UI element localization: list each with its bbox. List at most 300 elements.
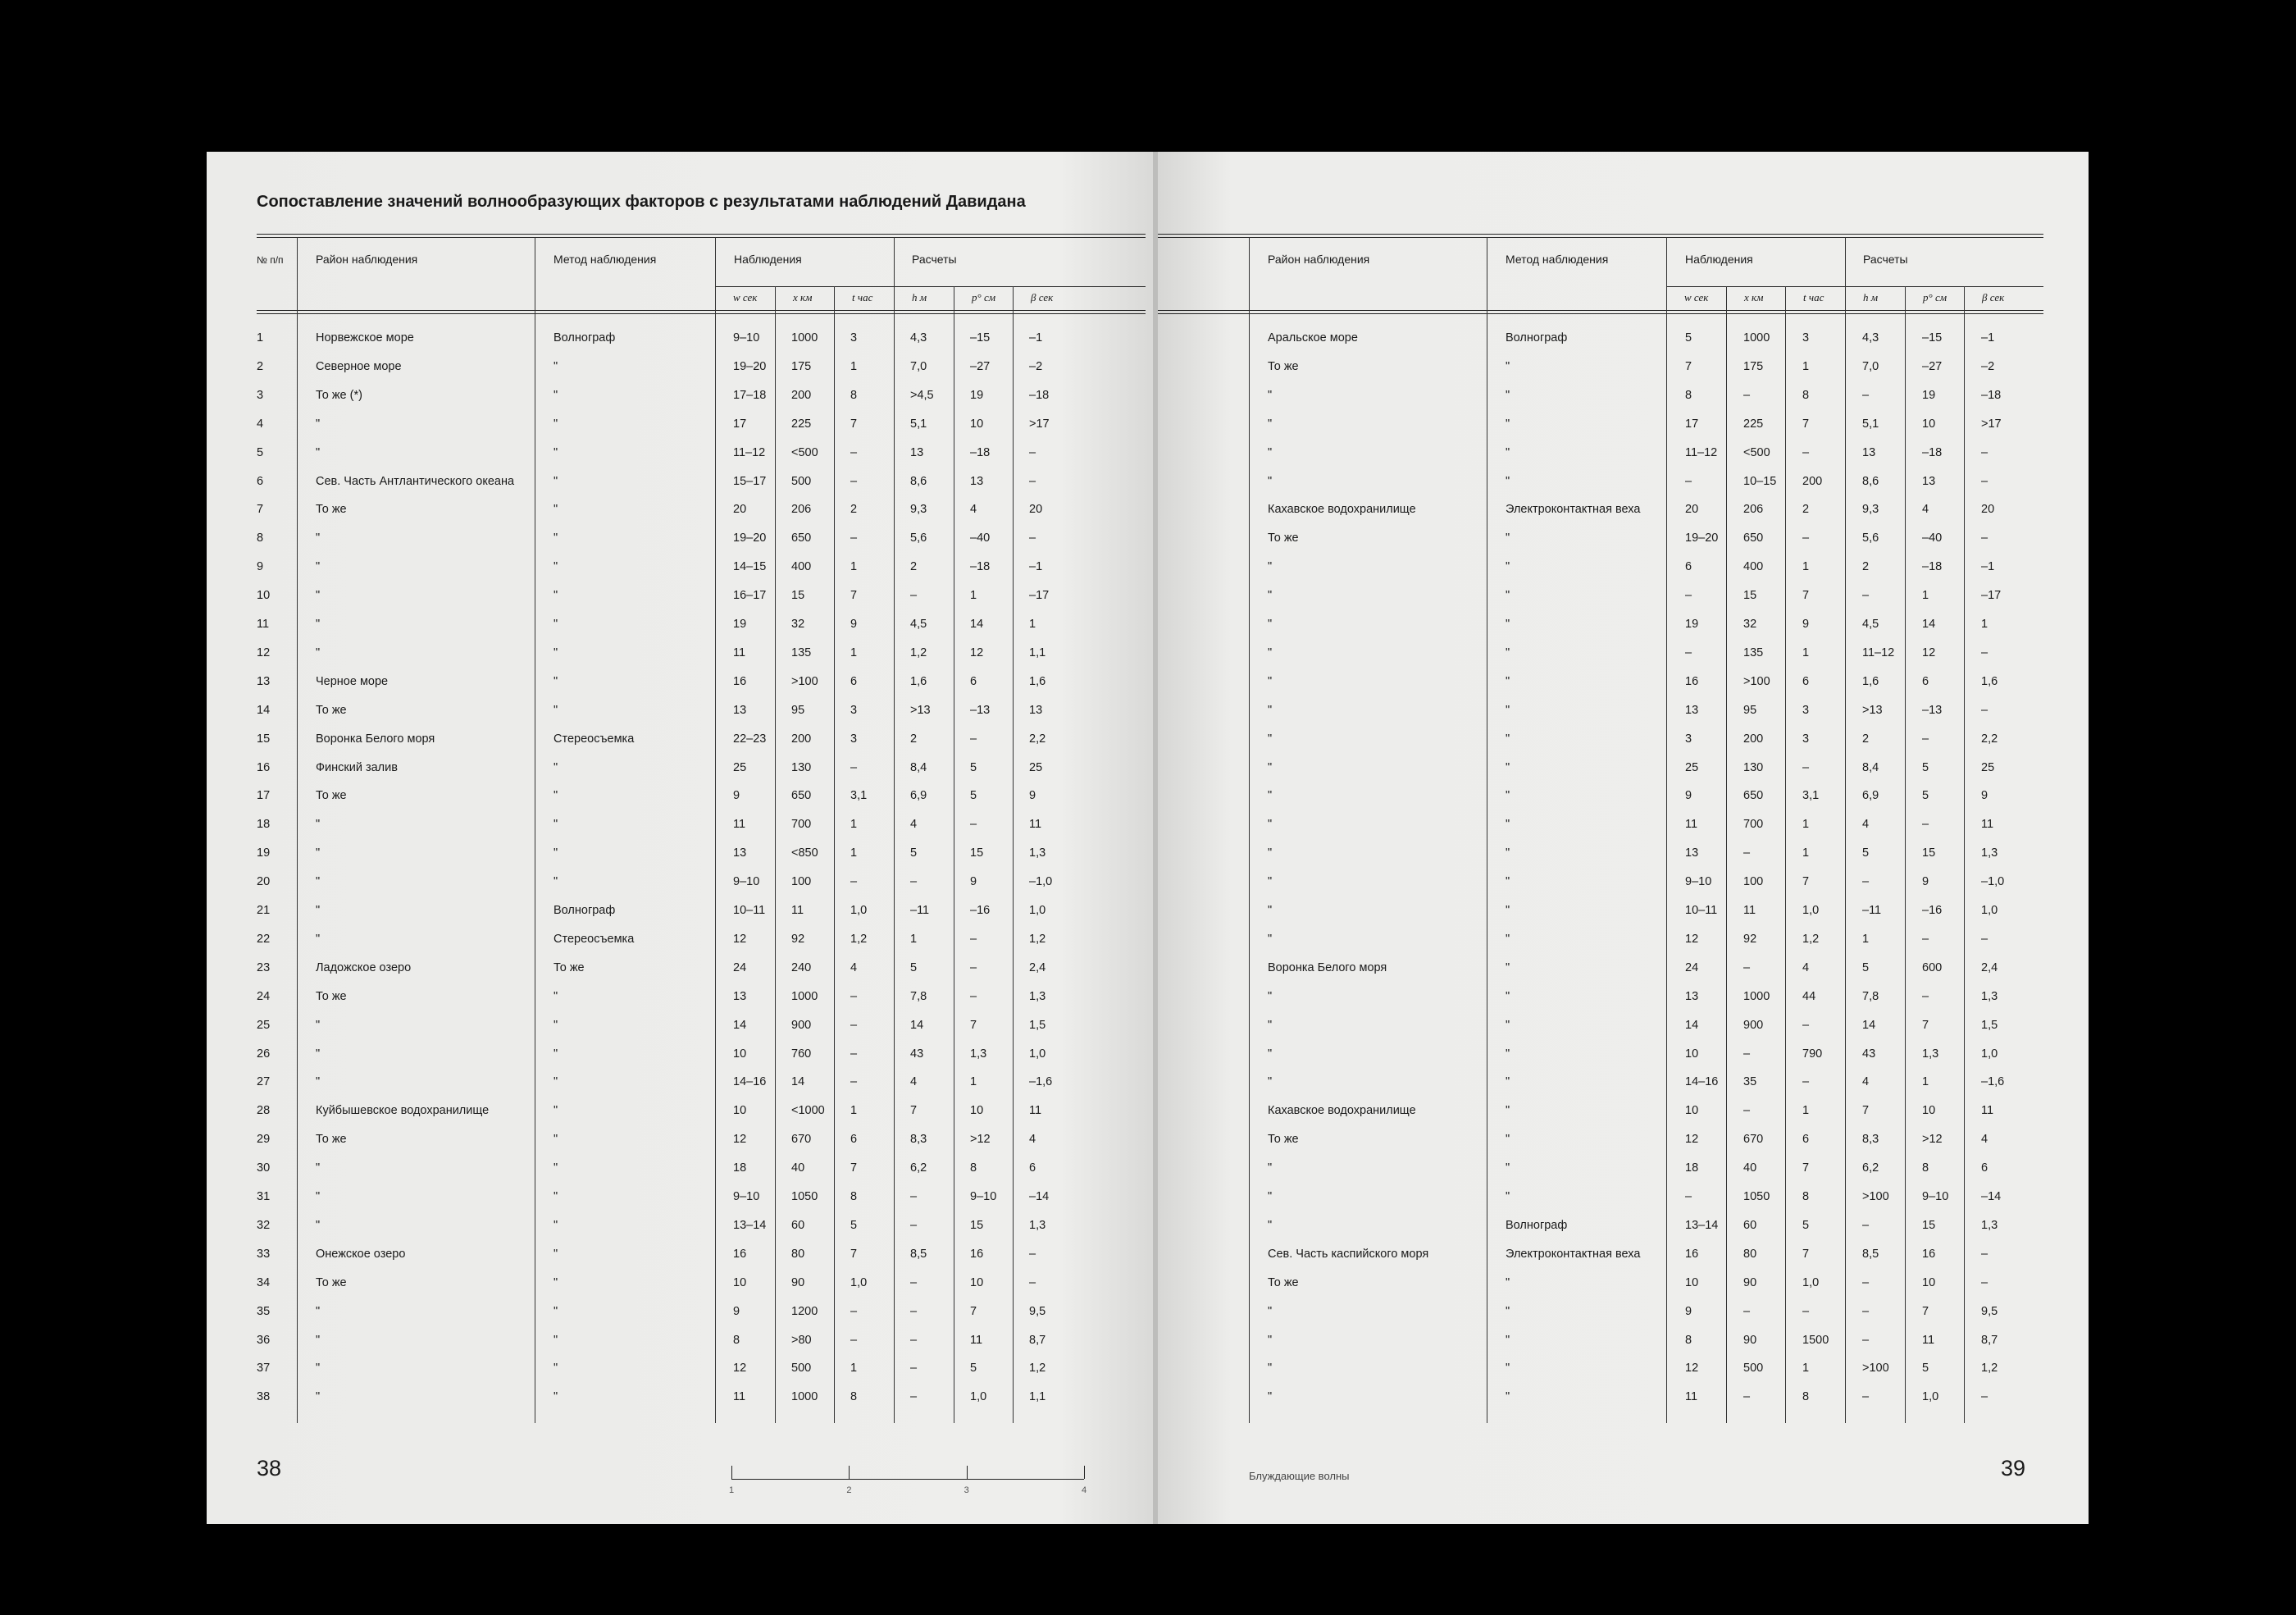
table-cell: 4 xyxy=(1029,1133,1036,1147)
table-cell: 6 xyxy=(1029,1161,1036,1175)
table-cell: 900 xyxy=(1743,1018,1764,1032)
table-cell: Северное море xyxy=(316,359,402,373)
table-cell: –16 xyxy=(970,904,991,917)
table-cell: " xyxy=(1268,1161,1273,1175)
table-cell: Сев. Часть Антлантического океана xyxy=(316,474,515,488)
table-cell: 11 xyxy=(1029,818,1042,832)
table-cell: 7,8 xyxy=(910,989,927,1003)
table-cell: " xyxy=(554,1304,558,1318)
table-cell: " xyxy=(1268,818,1273,832)
table-cell: 12 xyxy=(1685,1362,1699,1375)
table-cell: – xyxy=(970,818,977,832)
table-cell: " xyxy=(1506,445,1510,459)
table-cell: " xyxy=(1506,1275,1510,1289)
table-cell: 1 xyxy=(850,646,858,659)
row-number: 15 xyxy=(257,732,271,746)
table-cell: " xyxy=(1268,904,1273,917)
table-cell: " xyxy=(1506,1075,1510,1089)
table-cell: 1,2 xyxy=(1981,1362,1998,1375)
table-cell: –13 xyxy=(970,703,991,717)
scale-label: 2 xyxy=(846,1485,852,1495)
table-cell: " xyxy=(1506,875,1510,889)
table-cell: " xyxy=(316,646,321,659)
table-cell: 1000 xyxy=(791,989,818,1003)
table-cell: 700 xyxy=(1743,818,1764,832)
table-cell: 8,6 xyxy=(910,474,927,488)
row-number: 19 xyxy=(257,846,271,860)
table-cell: 670 xyxy=(1743,1133,1764,1147)
subheader-5: β сек xyxy=(1982,291,2005,303)
table-cell: –14 xyxy=(1981,1190,2002,1203)
table-cell: " xyxy=(1268,674,1273,688)
table-cell: 1 xyxy=(1802,1362,1810,1375)
table-cell: 1,0 xyxy=(1922,1390,1939,1404)
table-cell: " xyxy=(1268,846,1273,860)
running-footer: Блуждающие волны xyxy=(1249,1470,1350,1482)
row-number: 32 xyxy=(257,1218,271,1232)
table-cell: 5 xyxy=(1922,1362,1929,1375)
table-cell: 14 xyxy=(1685,1018,1699,1032)
table-cell: 90 xyxy=(1743,1275,1757,1289)
subheader-4: p° см xyxy=(1923,291,1947,303)
row-number: 34 xyxy=(257,1275,271,1289)
table-cell: " xyxy=(1506,789,1510,803)
table-cell: 1 xyxy=(1802,359,1810,373)
table-cell: 1 xyxy=(1981,618,1988,631)
table-cell: <850 xyxy=(791,846,818,860)
table-cell: – xyxy=(1743,388,1751,402)
table-cell: " xyxy=(554,1218,558,1232)
table-cell: – xyxy=(1922,989,1929,1003)
table-cell: " xyxy=(554,674,558,688)
table-cell: 225 xyxy=(1743,417,1764,431)
table-cell: 19–20 xyxy=(733,531,767,545)
table-cell: 1,0 xyxy=(1981,904,1998,917)
row-number: 17 xyxy=(257,789,271,803)
table-cell: Волнограф xyxy=(554,331,616,344)
table-cell: 200 xyxy=(1743,732,1764,746)
table-cell: 9–10 xyxy=(1685,875,1712,889)
table-cell: 1000 xyxy=(1743,331,1770,344)
table-cell: 2 xyxy=(1802,503,1810,517)
table-cell: – xyxy=(1862,1304,1870,1318)
table-cell: 90 xyxy=(791,1275,805,1289)
table-cell: 1 xyxy=(1802,560,1810,574)
row-number: 3 xyxy=(257,388,264,402)
table-cell: 7 xyxy=(1802,589,1810,603)
table-cell: То же xyxy=(316,703,347,717)
table-cell: 4,3 xyxy=(910,331,927,344)
header-region: Район наблюдения xyxy=(316,253,418,266)
table-cell: 95 xyxy=(1743,703,1757,717)
table-cell: " xyxy=(554,1275,558,1289)
table-cell: " xyxy=(316,1018,321,1032)
table-cell: Черное море xyxy=(316,674,389,688)
left-page xyxy=(207,152,1155,1524)
table-cell: 6 xyxy=(1802,674,1810,688)
table-cell: 4 xyxy=(970,503,977,517)
table-cell: 12 xyxy=(1922,646,1936,659)
table-cell: 11 xyxy=(1981,1104,1994,1118)
header-method: Метод наблюдения xyxy=(554,253,657,266)
table-cell: 10 xyxy=(1922,1275,1936,1289)
table-cell: – xyxy=(1922,932,1929,946)
table-cell: " xyxy=(1506,1333,1510,1347)
table-cell: 19–20 xyxy=(1685,531,1719,545)
table-cell: " xyxy=(1506,904,1510,917)
table-cell: " xyxy=(554,388,558,402)
table-cell: 35 xyxy=(1743,1075,1757,1089)
header-sub-rule xyxy=(715,286,1146,287)
table-cell: 2 xyxy=(910,560,918,574)
table-cell: 9–10 xyxy=(970,1190,997,1203)
table-cell: 670 xyxy=(791,1133,812,1147)
table-cell: – xyxy=(850,445,858,459)
table-cell: 7,0 xyxy=(910,359,927,373)
table-cell: –1,0 xyxy=(1029,875,1053,889)
table-cell: " xyxy=(1268,1218,1273,1232)
table-cell: 1,0 xyxy=(850,904,868,917)
table-cell: 15–17 xyxy=(733,474,767,488)
table-cell: – xyxy=(910,1218,918,1232)
table-cell: 14 xyxy=(910,1018,924,1032)
table-cell: 8 xyxy=(733,1333,740,1347)
table-cell: 9 xyxy=(850,618,858,631)
table-cell: 17–18 xyxy=(733,388,767,402)
table-cell: 24 xyxy=(733,960,747,974)
table-cell: –1,6 xyxy=(1981,1075,2005,1089)
table-cell: –17 xyxy=(1981,589,2002,603)
table-cell: 4 xyxy=(1802,960,1810,974)
table-cell: " xyxy=(554,445,558,459)
table-cell: " xyxy=(1506,589,1510,603)
table-cell: 8 xyxy=(850,1190,858,1203)
table-cell: 1 xyxy=(1802,818,1810,832)
table-cell: 13 xyxy=(733,989,747,1003)
table-cell: 16 xyxy=(733,1247,747,1261)
row-number: 24 xyxy=(257,989,271,1003)
table-cell: Ладожское озеро xyxy=(316,960,412,974)
scale-tick xyxy=(849,1466,850,1479)
table-cell: " xyxy=(1268,618,1273,631)
row-number: 27 xyxy=(257,1075,271,1089)
table-cell: " xyxy=(1268,1390,1273,1404)
table-cell: 1 xyxy=(1802,1104,1810,1118)
table-cell: 1,3 xyxy=(1922,1047,1939,1061)
table-cell: 13 xyxy=(1922,474,1936,488)
table-cell: " xyxy=(316,904,321,917)
table-cell: – xyxy=(850,989,858,1003)
header-calc: Расчеты xyxy=(912,253,957,266)
subheader-0: w сек xyxy=(1684,291,1709,303)
page-number-right: 39 xyxy=(2001,1456,2026,1480)
table-cell: –1,6 xyxy=(1029,1075,1053,1089)
table-cell: 13 xyxy=(733,703,747,717)
table-cell: – xyxy=(850,1047,858,1061)
row-number: 36 xyxy=(257,1333,271,1347)
table-cell: Финский залив xyxy=(316,760,398,774)
row-number: 6 xyxy=(257,474,264,488)
row-number: 22 xyxy=(257,932,271,946)
subheader-0: w сек xyxy=(733,291,758,303)
table-cell: 9 xyxy=(1802,618,1810,631)
table-cell: " xyxy=(554,646,558,659)
table-cell: – xyxy=(850,875,858,889)
table-cell: 11 xyxy=(1029,1104,1042,1118)
table-cell: 7,0 xyxy=(1862,359,1879,373)
table-cell: 25 xyxy=(1685,760,1699,774)
table-cell: То же xyxy=(316,1275,347,1289)
table-cell: 9–10 xyxy=(733,331,760,344)
table-cell: 2 xyxy=(850,503,858,517)
table-cell: 9,3 xyxy=(1862,503,1879,517)
table-cell: 19 xyxy=(970,388,984,402)
table-cell: 5,6 xyxy=(910,531,927,545)
table-cell: – xyxy=(1981,1390,1988,1404)
table-cell: 1 xyxy=(1922,589,1929,603)
table-cell: 6 xyxy=(1922,674,1929,688)
table-cell: 7 xyxy=(1922,1304,1929,1318)
table-cell: " xyxy=(1506,388,1510,402)
table-cell: 2,4 xyxy=(1029,960,1046,974)
table-cell: 200 xyxy=(1802,474,1823,488)
table-cell: " xyxy=(554,531,558,545)
table-cell: 7 xyxy=(1802,1161,1810,1175)
table-cell: 15 xyxy=(1922,1218,1936,1232)
table-cell: >100 xyxy=(791,674,818,688)
column-divider xyxy=(1905,286,1906,1423)
table-cell: " xyxy=(316,1362,321,1375)
table-cell: 10 xyxy=(733,1047,747,1061)
table-cell: >100 xyxy=(1862,1362,1889,1375)
table-cell: " xyxy=(1268,732,1273,746)
table-cell: 1000 xyxy=(791,331,818,344)
table-cell: – xyxy=(910,1362,918,1375)
table-cell: 1 xyxy=(850,818,858,832)
table-cell: 14 xyxy=(1922,618,1936,631)
table-cell: " xyxy=(1268,989,1273,1003)
row-number: 21 xyxy=(257,904,271,917)
table-cell: 1,2 xyxy=(1802,932,1820,946)
table-cell: –15 xyxy=(1922,331,1943,344)
table-cell: 4,3 xyxy=(1862,331,1879,344)
column-divider xyxy=(297,237,298,1423)
table-cell: – xyxy=(1802,445,1810,459)
table-cell: 1,1 xyxy=(1029,1390,1046,1404)
table-cell: 9 xyxy=(1685,1304,1692,1318)
table-cell: – xyxy=(970,932,977,946)
scale-tick xyxy=(967,1466,968,1479)
table-cell: 5 xyxy=(910,846,918,860)
table-cell: 500 xyxy=(791,474,812,488)
table-cell: – xyxy=(1029,474,1036,488)
row-number: 10 xyxy=(257,589,271,603)
table-cell: – xyxy=(1743,1104,1751,1118)
table-cell: 1 xyxy=(1802,846,1810,860)
table-cell: 10–15 xyxy=(1743,474,1777,488)
table-cell: – xyxy=(1029,445,1036,459)
table-cell: 25 xyxy=(733,760,747,774)
table-cell: 135 xyxy=(1743,646,1764,659)
table-cell: 7 xyxy=(1802,875,1810,889)
table-cell: 7 xyxy=(910,1104,918,1118)
column-divider xyxy=(1013,286,1014,1423)
table-cell: 12 xyxy=(970,646,984,659)
subheader-1: x км xyxy=(793,291,813,303)
table-cell: >4,5 xyxy=(910,388,934,402)
row-number: 14 xyxy=(257,703,271,717)
table-cell: " xyxy=(554,1075,558,1089)
table-cell: 9 xyxy=(1029,789,1036,803)
table-cell: 650 xyxy=(791,531,812,545)
table-cell: 11 xyxy=(1685,1390,1698,1404)
table-cell: –2 xyxy=(1981,359,1995,373)
table-cell: 7 xyxy=(1802,1247,1810,1261)
table-cell: 19 xyxy=(1922,388,1936,402)
table-cell: 10 xyxy=(1685,1047,1699,1061)
table-cell: >80 xyxy=(791,1333,812,1347)
table-cell: 1,3 xyxy=(1029,1218,1046,1232)
table-cell: То же xyxy=(316,1133,347,1147)
table-cell: " xyxy=(1268,932,1273,946)
table-cell: 12 xyxy=(733,932,747,946)
table-cell: –13 xyxy=(1922,703,1943,717)
table-cell: – xyxy=(1743,846,1751,860)
table-cell: 3 xyxy=(1802,703,1810,717)
table-cell: 2,2 xyxy=(1981,732,1998,746)
table-cell: " xyxy=(1506,703,1510,717)
table-cell: То же xyxy=(1268,359,1299,373)
table-cell: 60 xyxy=(791,1218,805,1232)
table-cell: 10 xyxy=(970,417,984,431)
table-cell: Кахавское водохранилище xyxy=(1268,503,1416,517)
table-top-rule xyxy=(1156,234,2043,235)
table-cell: 6 xyxy=(1981,1161,1988,1175)
table-cell: – xyxy=(1981,646,1988,659)
row-number: 29 xyxy=(257,1133,271,1147)
table-cell: 14 xyxy=(970,618,984,631)
table-cell: " xyxy=(1268,1047,1273,1061)
table-cell: 500 xyxy=(791,1362,812,1375)
table-cell: 5 xyxy=(850,1218,858,1232)
table-cell: – xyxy=(1862,1390,1870,1404)
row-number: 38 xyxy=(257,1390,271,1404)
table-cell: " xyxy=(1506,1047,1510,1061)
table-cell: 1,0 xyxy=(1029,1047,1046,1061)
table-cell: " xyxy=(1506,1104,1510,1118)
table-cell: 1,3 xyxy=(1981,989,1998,1003)
table-cell: " xyxy=(554,560,558,574)
row-number: 16 xyxy=(257,760,271,774)
table-cell: – xyxy=(1922,732,1929,746)
table-cell: 12 xyxy=(1685,932,1699,946)
table-cell: 5 xyxy=(1862,960,1870,974)
table-cell: –16 xyxy=(1922,904,1943,917)
table-cell: 9 xyxy=(1981,789,1988,803)
table-cell: – xyxy=(1981,474,1988,488)
table-cell: –14 xyxy=(1029,1190,1050,1203)
table-cell: –1 xyxy=(1981,560,1995,574)
table-cell: – xyxy=(850,760,858,774)
table-cell: " xyxy=(1506,960,1510,974)
table-cell: 22–23 xyxy=(733,732,767,746)
table-cell: 18 xyxy=(1685,1161,1699,1175)
table-cell: 3,1 xyxy=(1802,789,1820,803)
header-region: Район наблюдения xyxy=(1268,253,1370,266)
table-cell: 1,0 xyxy=(1981,1047,1998,1061)
table-cell: 11 xyxy=(1743,904,1756,917)
table-cell: – xyxy=(910,1390,918,1404)
table-cell: <500 xyxy=(1743,445,1770,459)
table-cell: " xyxy=(554,1247,558,1261)
table-cell: – xyxy=(850,1075,858,1089)
table-cell: – xyxy=(970,732,977,746)
table-cell: " xyxy=(316,846,321,860)
scale-tick xyxy=(731,1466,732,1479)
row-number: 20 xyxy=(257,875,271,889)
table-cell: 4 xyxy=(1922,503,1929,517)
table-cell: 9–10 xyxy=(733,1190,760,1203)
table-cell: 13 xyxy=(1685,703,1699,717)
table-cell: <1000 xyxy=(791,1104,825,1118)
table-cell: " xyxy=(554,989,558,1003)
table-cell: 1,0 xyxy=(1029,904,1046,917)
table-cell: То же xyxy=(316,503,347,517)
table-cell: 12 xyxy=(1685,1133,1699,1147)
table-cell: 175 xyxy=(1743,359,1764,373)
table-cell: 400 xyxy=(1743,560,1764,574)
table-cell: 14 xyxy=(1862,1018,1876,1032)
table-cell: – xyxy=(1862,388,1870,402)
subheader-4: p° см xyxy=(972,291,996,303)
table-cell: " xyxy=(554,503,558,517)
table-cell: 1 xyxy=(1862,932,1870,946)
table-cell: 7 xyxy=(1862,1104,1870,1118)
table-cell: Аральское море xyxy=(1268,331,1358,344)
table-cell: " xyxy=(1506,531,1510,545)
table-cell: 5,6 xyxy=(1862,531,1879,545)
page-number-left: 38 xyxy=(257,1456,282,1480)
table-cell: – xyxy=(1862,1333,1870,1347)
table-cell: 700 xyxy=(791,818,812,832)
table-cell: 1,2 xyxy=(850,932,868,946)
table-cell: 19 xyxy=(733,618,747,631)
table-cell: 1,5 xyxy=(1029,1018,1046,1032)
table-cell: 5,1 xyxy=(910,417,927,431)
table-cell: 7 xyxy=(1802,417,1810,431)
table-cell: " xyxy=(1268,875,1273,889)
table-cell: 20 xyxy=(733,503,747,517)
table-cell: 1 xyxy=(970,589,977,603)
table-cell: 1000 xyxy=(791,1390,818,1404)
table-cell: " xyxy=(1506,618,1510,631)
row-number: 5 xyxy=(257,445,264,459)
table-cell: " xyxy=(554,618,558,631)
table-cell: Воронка Белого моря xyxy=(1268,960,1387,974)
table-cell: " xyxy=(554,846,558,860)
table-cell: " xyxy=(554,818,558,832)
table-cell: " xyxy=(1506,1362,1510,1375)
table-cell: 100 xyxy=(791,875,812,889)
table-cell: 13 xyxy=(1685,846,1699,860)
table-cell: " xyxy=(1506,818,1510,832)
table-cell: 8 xyxy=(1922,1161,1929,1175)
table-cell: 7 xyxy=(970,1018,977,1032)
table-cell: " xyxy=(1268,646,1273,659)
table-cell: 3 xyxy=(1802,732,1810,746)
table-cell: –18 xyxy=(1922,445,1943,459)
table-cell: 1 xyxy=(1029,618,1036,631)
